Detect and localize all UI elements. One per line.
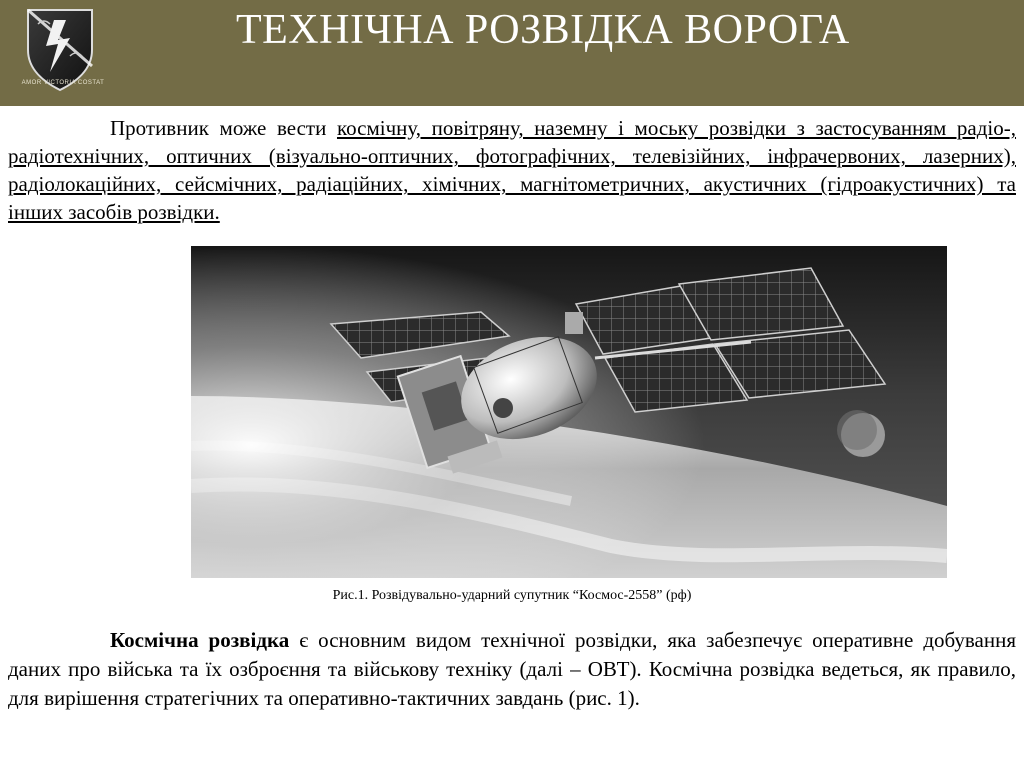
intro-underlined-text: космічну, повітряну, наземну і моську розвідки з застосуванням радіо-, радіотехнічних, оптичних (візуально-оптичних, фотографічних, телевізійних, інфрачервоних, лазерних), радіолокаційних, сейсмічних, радіаційних, хімічних, магнітометричних, акустичних (гідроакустичних) та інших засобів розвідки.: [8, 116, 1017, 224]
satellite-photo: [191, 246, 947, 578]
space-recon-body: є основним видом технічної розвідки, яка забезпечує оперативне добування даних про війська та їх озброєння та військову техніку (далі – ОВТ). Космічна розвідка ведеться, як правило, для вирішення стратегічних та оперативно-тактичних завдань (рис. 1).: [8, 628, 1016, 710]
header-band: [0, 0, 1024, 106]
intro-paragraph: [8, 114, 1016, 226]
space-recon-paragraph: [8, 626, 1016, 713]
intro-lead: Противник може вести: [110, 116, 337, 140]
figure-caption: Рис.1. Розвідувально-ударний супутник “Космос-2558” (рф): [332, 588, 692, 603]
space-recon-term: Космічна розвідка: [110, 628, 290, 652]
emblem-motto: AMOR VICTORIA COSTAT: [21, 80, 105, 86]
page-title: ТЕХНІЧНА РОЗВІДКА ВОРОГА: [236, 7, 850, 53]
